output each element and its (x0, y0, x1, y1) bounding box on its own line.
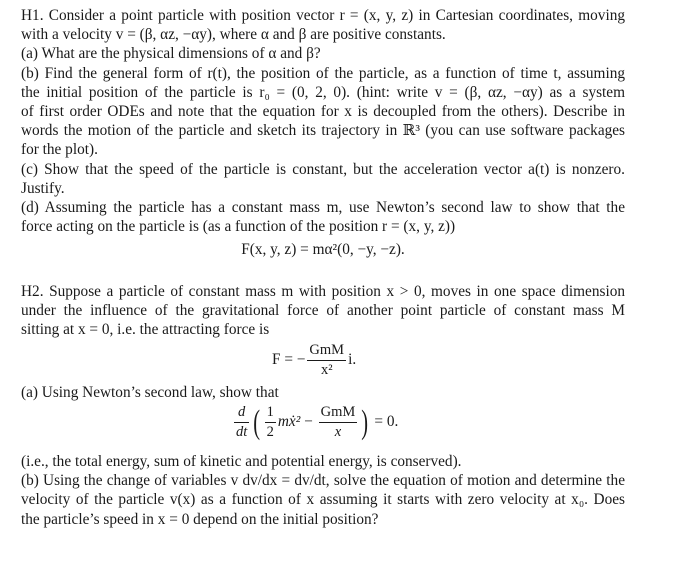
half-fraction (265, 404, 276, 441)
h2-tail (21, 452, 625, 529)
minus-sign: − (304, 413, 313, 431)
h2-part-b-line-3: the particle’s speed in x = 0 depend on the initial position? (21, 510, 379, 528)
h1-part-d-line-2: force acting on the particle is (as a function of the position r = (x, y, z)) (21, 218, 456, 236)
h1-force-equation: F(x, y, z) = mα²(0, −y, −z). (241, 241, 405, 259)
h2-part-b-line-1: (b) Using the change of variables v dv/dx = dv/dt, solve the equation of motion and determine the (21, 472, 625, 490)
d-dt-fraction (234, 404, 249, 441)
h2-line-3: sitting at x = 0, i.e. the attracting force is (21, 321, 270, 339)
h1-part-b-line-2: the initial position of the particle is r₀ = (0, 2, 0). (hint: write v = (β, αz, −αy) as a system (21, 83, 625, 101)
h1-part-b-line-5: for the plot). (21, 141, 98, 159)
h1-part-b-line-3: of first order ODEs and note that the equation for x is decoupled from the others). Describe in (21, 103, 625, 121)
potential-numerator: GmM (319, 404, 358, 423)
force-denominator: x² (320, 362, 333, 378)
h2-energy-equation (232, 404, 398, 441)
h1-part-b-line-4: words the motion of the particle and sketch its trajectory in ℝ³ (you can use software packages (21, 122, 625, 140)
force-numerator: GmM (307, 342, 346, 361)
h2-line-2: under the influence of the gravitational force of another point particle of constant mass M (21, 302, 625, 320)
h2-force-equation (272, 342, 356, 379)
h1-part-c-line-2: Justify. (21, 179, 65, 197)
h1-line-1: H1. Consider a point particle with position vector r = (x, y, z) in Cartesian coordinates, moving (21, 7, 625, 24)
h1-part-d-line-1: (d) Assuming the particle has a constant mass m, use Newton’s second law to show that the (21, 199, 625, 217)
h2-tail-line-1: (i.e., the total energy, sum of kinetic and potential energy, is conserved). (21, 453, 462, 470)
right-paren: ) (361, 403, 369, 441)
left-paren: ( (253, 403, 261, 441)
half-denominator: 2 (266, 424, 274, 440)
h1-part-b-line-1: (b) Find the general form of r(t), the position of the particle, as a function of time t, assuming (21, 64, 625, 82)
kinetic-term: mẋ² (277, 413, 301, 431)
h1-part-a: (a) What are the physical dimensions of α and β? (21, 45, 321, 63)
dt-denominator: dt (236, 424, 248, 440)
d-numerator: d (234, 404, 249, 423)
half-numerator: 1 (265, 404, 276, 423)
h2-part-b-line-2: velocity of the particle v(x) as a function of x assuming it starts with zero velocity at x₀. Does (21, 491, 625, 509)
h2-line-1: H2. Suppose a particle of constant mass m with position x > 0, moves in one space dimension (21, 283, 625, 300)
force-rhs: i. (348, 351, 357, 369)
h1-part-c-line-1: (c) Show that the speed of the particle is constant, but the acceleration vector a(t) is nonzero. (21, 160, 625, 178)
force-fraction (307, 342, 346, 379)
potential-denominator: x (334, 424, 342, 440)
potential-fraction (319, 404, 358, 441)
h2-part-a-text: (a) Using Newton’s second law, show that (21, 384, 279, 401)
energy-rhs: = 0. (374, 413, 399, 431)
problem-h2 (21, 282, 625, 340)
force-lhs: F = − (272, 351, 306, 369)
h1-line-2: with a velocity v = (β, αz, −αy), where α and β are positive constants. (21, 26, 446, 44)
problem-h1 (21, 6, 625, 260)
h2-part-a (21, 383, 625, 402)
